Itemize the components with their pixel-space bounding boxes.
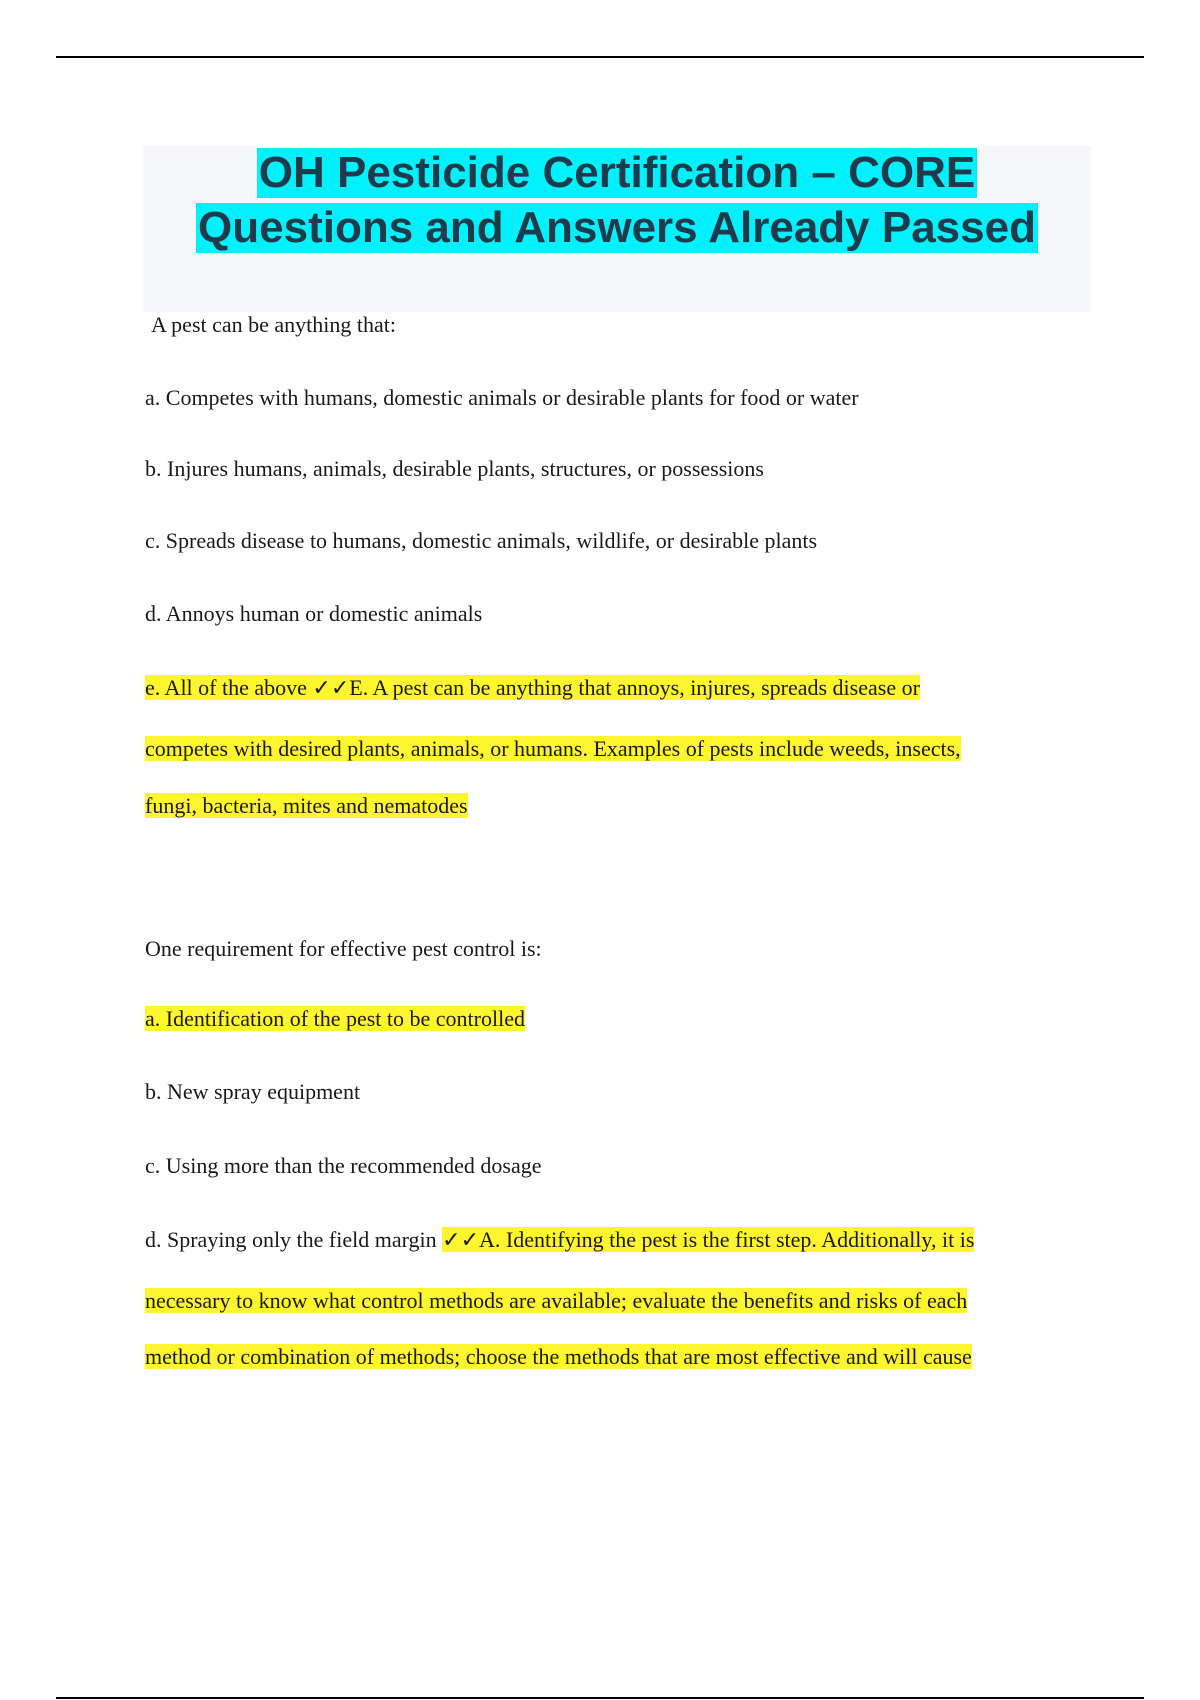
q1-option-d: d. Annoys human or domestic animals [145, 601, 483, 626]
footer-rule [56, 1697, 1144, 1699]
q2-answer-highlight-2: necessary to know what control methods are available; evaluate the benefits and risks of each [145, 1288, 968, 1313]
q1-answer-line-3 [145, 792, 468, 820]
q2-answer-line-3 [145, 1343, 972, 1371]
q1-answer-highlight-1: e. All of the above ✓✓E. A pest can be anything that annoys, injures, spreads disease or [145, 675, 920, 700]
q1-answer-highlight-2: competes with desired plants, animals, or humans. Examples of pests include weeds, insects, [145, 736, 961, 761]
title-block [143, 146, 1091, 312]
document-title-line-2: Questions and Answers Already Passed [198, 203, 1036, 252]
q2-answer-highlight-3: method or combination of methods; choose the methods that are most effective and will cause [145, 1344, 972, 1369]
document-title-line-1: OH Pesticide Certification – CORE [258, 148, 976, 197]
q1-question: A pest can be anything that: [151, 312, 396, 337]
q2-option-d-line [145, 1226, 974, 1254]
header-rule [56, 56, 1144, 58]
q2-question: One requirement for effective pest control is: [145, 936, 542, 961]
q2-option-d: d. Spraying only the field margin [145, 1227, 443, 1252]
q2-option-a [145, 1005, 525, 1033]
q1-answer-line-2 [145, 735, 961, 763]
q1-option-a: a. Competes with humans, domestic animals or desirable plants for food or water [145, 385, 859, 410]
q1-answer-highlight-3: fungi, bacteria, mites and nematodes [145, 793, 468, 818]
q1-option-b: b. Injures humans, animals, desirable plants, structures, or possessions [145, 456, 764, 481]
title-row-2 [143, 203, 1091, 258]
q2-option-c: c. Using more than the recommended dosage [145, 1153, 542, 1178]
q2-answer-highlight-1: ✓✓A. Identifying the pest is the first step. Additionally, it is [442, 1227, 975, 1252]
q2-answer-line-2 [145, 1287, 967, 1315]
q1-option-c: c. Spreads disease to humans, domestic animals, wildlife, or desirable plants [145, 528, 818, 553]
q1-answer-line-1 [145, 674, 920, 702]
title-row-1 [143, 148, 1091, 203]
q2-option-b: b. New spray equipment [145, 1079, 361, 1104]
q2-correct-option-highlight: a. Identification of the pest to be controlled [145, 1006, 525, 1031]
